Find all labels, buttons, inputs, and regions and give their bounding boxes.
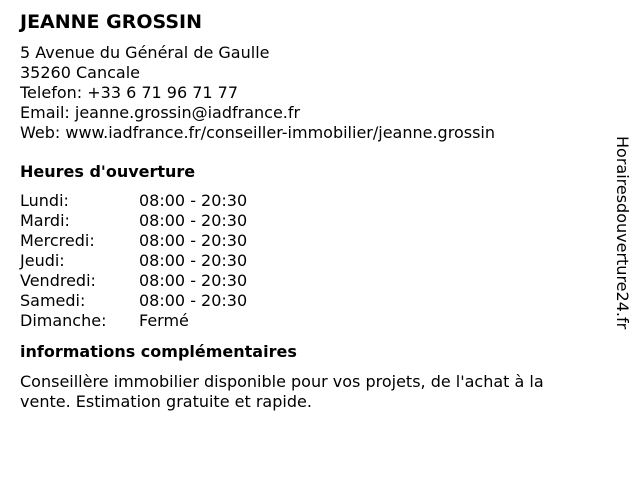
day-label: Vendredi: (20, 271, 96, 290)
business-card (20, 10, 600, 412)
day-label: Jeudi: (20, 251, 65, 270)
email-address[interactable]: Email: jeanne.grossin@iadfrance.fr (20, 103, 301, 122)
day-label: Mercredi: (20, 231, 95, 250)
day-hours: 08:00 - 20:30 (139, 251, 248, 270)
hours-row-friday (20, 271, 600, 291)
day-label: Samedi: (20, 291, 86, 310)
hours-row-saturday (20, 291, 600, 311)
additional-info-text: Conseillère immobilier disponible pour vos projets, de l'achat à la vente. Estimation gratuite et rapide. (20, 372, 544, 411)
day-label: Mardi: (20, 211, 70, 230)
day-hours: 08:00 - 20:30 (139, 191, 248, 210)
business-name: JEANNE GROSSIN (20, 11, 203, 33)
hours-row-sunday (20, 311, 600, 331)
city: 35260 Cancale (20, 63, 140, 82)
address-block (20, 43, 600, 143)
hours-row-thursday (20, 251, 600, 271)
additional-info-heading: informations complémentaires (20, 342, 297, 361)
hours-row-monday (20, 191, 600, 211)
day-hours: 08:00 - 20:30 (139, 231, 248, 250)
website-url[interactable]: Web: www.iadfrance.fr/conseiller-immobilier/jeanne.grossin (20, 123, 495, 142)
hours-row-tuesday (20, 211, 600, 231)
phone-number[interactable]: Telefon: +33 6 71 96 71 77 (20, 83, 239, 102)
hours-row-wednesday (20, 231, 600, 251)
day-hours: 08:00 - 20:30 (139, 271, 248, 290)
side-brand-text: Horairesdouverture24.fr (613, 136, 632, 330)
day-hours: Fermé (139, 311, 189, 330)
day-hours: 08:00 - 20:30 (139, 291, 248, 310)
day-label: Lundi: (20, 191, 69, 210)
opening-hours-table (20, 191, 600, 331)
day-label: Dimanche: (20, 311, 107, 330)
street-address: 5 Avenue du Général de Gaulle (20, 43, 270, 62)
opening-hours-heading: Heures d'ouverture (20, 162, 196, 181)
day-hours: 08:00 - 20:30 (139, 211, 248, 230)
